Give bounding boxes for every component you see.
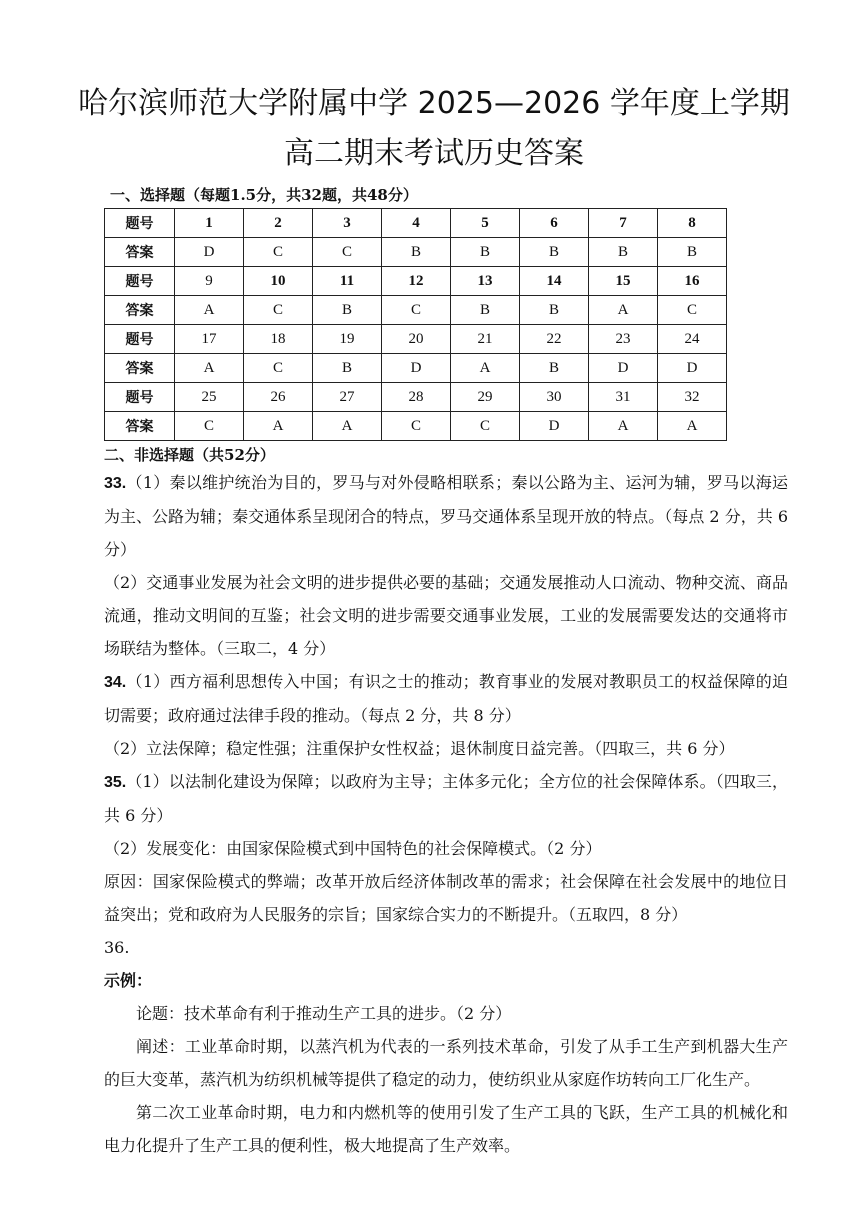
answer-cell: B [520, 238, 589, 267]
q34-part2: （2）立法保障；稳定性强；注重保护女性权益；退休制度日益完善。（四取三，共 6 分） [104, 739, 735, 758]
answer-cell: C [175, 412, 244, 441]
row-label-answer: 答案 [105, 238, 175, 267]
q36-argument-1: 阐述：工业革命时期，以蒸汽机为代表的一系列技术革命，引发了从手工生产到机器大生产的巨大变革，蒸汽机为纺织机械等提供了稳定的动力，使纺织业从家庭作坊转向工厂化生产。 [104, 1037, 788, 1089]
answer-cell: B [520, 296, 589, 325]
answer-cell: A [451, 354, 520, 383]
page-title: 哈尔滨师范大学附属中学 2025—2026 学年度上学期 [78, 86, 790, 121]
row-label-answer: 答案 [105, 412, 175, 441]
question-number-cell: 1 [175, 209, 244, 238]
answer-cell: B [451, 238, 520, 267]
answer-cell: B [589, 238, 658, 267]
question-number-row [105, 267, 727, 296]
question-number-cell: 2 [244, 209, 313, 238]
answer-cell: B [382, 238, 451, 267]
question-number-cell: 7 [589, 209, 658, 238]
q33-number: 33. [104, 475, 127, 492]
answer-cell: D [520, 412, 589, 441]
question-number-cell: 11 [313, 267, 382, 296]
q36-argument-2: 第二次工业革命时期，电力和内燃机等的使用引发了生产工具的飞跃，生产工具的机械化和电力化提升了生产工具的便利性，极大地提高了生产效率。 [104, 1103, 788, 1155]
answer-cell: A [175, 296, 244, 325]
question-number-cell: 25 [175, 383, 244, 412]
q35-part1 [104, 765, 788, 832]
question-number-cell: 5 [451, 209, 520, 238]
question-number-cell: 8 [658, 209, 727, 238]
question-number-cell: 13 [451, 267, 520, 296]
section-heading-multiple-choice: 一、选择题（每题1.5分，共32题，共48分） [110, 186, 418, 204]
answer-cell: C [313, 238, 382, 267]
answer-cell: B [658, 238, 727, 267]
page-subtitle: 高二期末考试历史答案 [284, 136, 584, 171]
question-number-cell: 31 [589, 383, 658, 412]
question-number-cell: 24 [658, 325, 727, 354]
answer-cell: C [451, 412, 520, 441]
question-number-cell: 20 [382, 325, 451, 354]
q33-part2: （2）交通事业发展为社会文明的进步提供必要的基础；交通发展推动人口流动、物种交流、商品流通，推动文明间的互鉴；社会文明的进步需要交通事业发展，工业的发展需要发达的交通将市场联结为整体。（三取二，4 分） [104, 573, 788, 658]
question-number-cell: 29 [451, 383, 520, 412]
row-label-question: 题号 [105, 209, 175, 238]
question-number-cell: 23 [589, 325, 658, 354]
q34-number: 34. [104, 674, 127, 691]
answer-cell: C [658, 296, 727, 325]
answer-cell: A [589, 296, 658, 325]
q34-part1-text: （1）西方福利思想传入中国；有识之士的推动；教育事业的发展对教职员工的权益保障的迫切需要；政府通过法律手段的推动。（每点 2 分，共 8 分） [104, 672, 788, 725]
question-number-cell: 18 [244, 325, 313, 354]
answer-cell: D [175, 238, 244, 267]
question-number-cell: 16 [658, 267, 727, 296]
answer-cell: A [175, 354, 244, 383]
answer-cell: C [244, 296, 313, 325]
section-heading-open-questions: 二、非选择题（共52分） [104, 446, 275, 464]
answer-cell: C [382, 412, 451, 441]
question-number-cell: 19 [313, 325, 382, 354]
q36-number: 36. [104, 938, 130, 957]
question-number-row [105, 383, 727, 412]
answer-cell: B [451, 296, 520, 325]
answer-cell: A [589, 412, 658, 441]
question-number-cell: 27 [313, 383, 382, 412]
q34-part1 [104, 665, 788, 732]
row-label-answer: 答案 [105, 296, 175, 325]
question-number-cell: 22 [520, 325, 589, 354]
question-number-cell: 15 [589, 267, 658, 296]
q33-part1 [104, 466, 788, 566]
question-number-cell: 26 [244, 383, 313, 412]
answer-cell: A [313, 412, 382, 441]
row-label-question: 题号 [105, 383, 175, 412]
question-number-cell: 3 [313, 209, 382, 238]
answer-row [105, 296, 727, 325]
q36-example-label: 示例： [104, 971, 153, 990]
row-label-answer: 答案 [105, 354, 175, 383]
question-number-cell: 14 [520, 267, 589, 296]
question-number-cell: 6 [520, 209, 589, 238]
answer-cell: B [313, 354, 382, 383]
question-number-cell: 4 [382, 209, 451, 238]
answer-cell: B [313, 296, 382, 325]
question-number-cell: 17 [175, 325, 244, 354]
answer-cell: C [244, 354, 313, 383]
q35-part1-text: （1）以法制化建设为保障；以政府为主导；主体多元化；全方位的社会保障体系。（四取三，共 6 分） [104, 772, 788, 825]
question-number-cell: 21 [451, 325, 520, 354]
row-label-question: 题号 [105, 325, 175, 354]
answer-cell: B [520, 354, 589, 383]
answer-cell: A [244, 412, 313, 441]
question-number-cell: 28 [382, 383, 451, 412]
question-number-row [105, 209, 727, 238]
question-number-cell: 9 [175, 267, 244, 296]
q35-part2: （2）发展变化：由国家保险模式到中国特色的社会保障模式。（2 分） [104, 839, 602, 858]
answer-row [105, 354, 727, 383]
answer-cell: A [658, 412, 727, 441]
answer-cell: D [382, 354, 451, 383]
answer-cell: D [589, 354, 658, 383]
answers-body [104, 466, 788, 1162]
question-number-cell: 30 [520, 383, 589, 412]
q35-part3: 原因：国家保险模式的弊端；改革开放后经济体制改革的需求；社会保障在社会发展中的地位日益突出；党和政府为人民服务的宗旨；国家综合实力的不断提升。（五取四，8 分） [104, 872, 788, 924]
q33-part1-text: （1）秦以维护统治为目的，罗马与对外侵略相联系；秦以公路为主、运河为辅，罗马以海运为主、公路为辅；秦交通体系呈现闭合的特点，罗马交通体系呈现开放的特点。（每点 2 分，共 6 分） [104, 473, 788, 559]
answer-table [104, 208, 727, 441]
answer-cell: C [244, 238, 313, 267]
question-number-cell: 10 [244, 267, 313, 296]
answer-row [105, 238, 727, 267]
q36-thesis: 论题：技术革命有利于推动生产工具的进步。（2 分） [136, 1004, 512, 1023]
row-label-question: 题号 [105, 267, 175, 296]
answer-row [105, 412, 727, 441]
question-number-cell: 12 [382, 267, 451, 296]
answer-cell: C [382, 296, 451, 325]
question-number-row [105, 325, 727, 354]
q35-number: 35. [104, 774, 127, 791]
answer-cell: D [658, 354, 727, 383]
question-number-cell: 32 [658, 383, 727, 412]
